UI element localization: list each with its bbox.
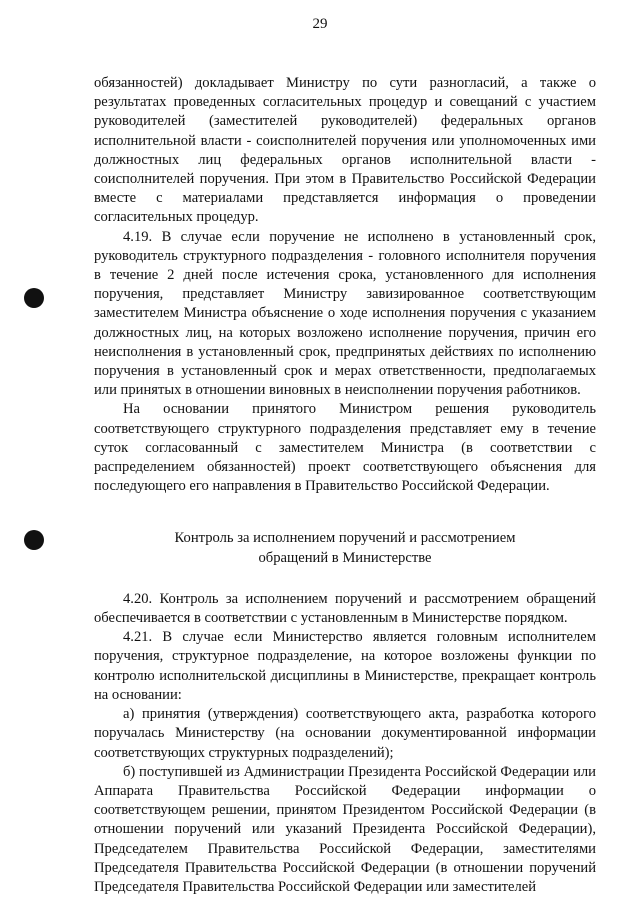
section-heading-line: обращений в Министерстве bbox=[258, 549, 432, 566]
paragraph-4-20: 4.20. Контроль за исполнением поручений и рассмотрением обращений обеспечивается в соответствии с установленным в Министерстве порядком. bbox=[94, 590, 596, 627]
paragraph: обязанностей) докладывает Министру по сути разногласий, а также о результатах проведенных согласительных процедур и совещаний с участием руководителей (заместителей руководителей) федеральных органов исполнительной власти - соисполнителей поручения или уполномоченных ими должностных лиц федеральных органов исполнительной власти - соисполнителей поручения. При этом в Правительство Российской Федерации вместе с материалами представляется информация о проведении согласительных процедур. bbox=[94, 75, 596, 226]
page-number: 29 bbox=[312, 16, 328, 32]
paragraph-4-19: 4.19. В случае если поручение не исполнено в установленный срок, руководитель структурного подразделения - головного исполнителя поручения в течение 2 дней после истечения срока, установленного для исполнения поручения, представляет Министру завизированное соответствующим заместителем Министра объяснение о ходе исполнения поручения с указанием должностных лиц, на которых возложено исполнение поручения, причин его неисполнения в установленный срок, предпринятых действиях по исполнению поручения в установленный срок и мерах ответственности, предполагаемых или принятых в отношении виновных в неисполнении поручения работников. bbox=[94, 228, 596, 399]
section-heading bbox=[94, 529, 596, 567]
section-heading-line: Контроль за исполнением поручений и рассмотрением bbox=[174, 530, 516, 547]
punch-hole-mark bbox=[24, 530, 44, 550]
document-body bbox=[94, 74, 596, 897]
paragraph: На основании принятого Министром решения руководитель соответствующего структурного подразделения представляет ему в течение суток согласованный с заместителем Министра (в соответствии с распределением обязанностей) проект соответствующего объяснения для последующего его направления в Правительство Российской Федерации. bbox=[94, 401, 596, 495]
list-item-b: б) поступившей из Администрации Президента Российской Федерации или Аппарата Правительства Российской Федерации информации о соответствующем решении, принятом Президентом Российской Федерации (в отношении поручений или указаний Президента Российской Федерации), Председателем Правительства Российской Федерации, заместителями Председателя Правительства Российской Федерации (в отношении поручений Председателя Правительства Российской Федерации или заместителей bbox=[94, 763, 596, 895]
paragraph-4-21: 4.21. В случае если Министерство является головным исполнителем поручения, структурное подразделение, на которое возложены функции по контролю исполнительской дисциплины в Министерстве, прекращает контроль на основании: bbox=[94, 629, 596, 703]
list-item-a: а) принятия (утверждения) соответствующего акта, разработка которого поручалась Министерству (на основании документированной информации соответствующих структурных подразделений); bbox=[94, 706, 596, 761]
punch-hole-mark bbox=[24, 288, 44, 308]
